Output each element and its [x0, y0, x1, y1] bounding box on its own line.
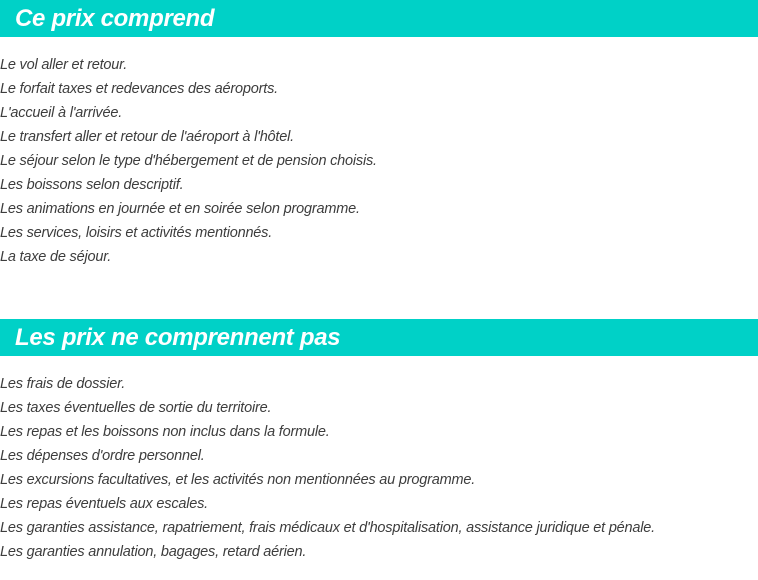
list-item: Les taxes éventuelles de sortie du territoire. [0, 400, 272, 416]
included-list [0, 53, 377, 269]
list-item: Les excursions facultatives, et les activités non mentionnées au programme. [0, 472, 476, 488]
excluded-title: Les prix ne comprennent pas [15, 324, 341, 351]
list-item: Le vol aller et retour. [0, 57, 128, 73]
list-item: Le séjour selon le type d'hébergement et de pension choisis. [0, 153, 377, 169]
list-item: L'accueil à l'arrivée. [0, 105, 123, 121]
list-item: Le forfait taxes et redevances des aéroports. [0, 81, 278, 97]
list-item: Les frais de dossier. [0, 376, 126, 392]
list-item: Les boissons selon descriptif. [0, 177, 184, 193]
list-item: La taxe de séjour. [0, 249, 112, 265]
included-title: Ce prix comprend [15, 5, 215, 32]
excluded-list [0, 372, 655, 564]
list-item: Les garanties annulation, bagages, retard aérien. [0, 544, 307, 560]
list-item: Les garanties assistance, rapatriement, frais médicaux et d'hospitalisation, assistance juridique et pénale. [0, 520, 655, 536]
list-item: Les repas éventuels aux escales. [0, 496, 209, 512]
list-item: Les repas et les boissons non inclus dans la formule. [0, 424, 330, 440]
included-section-header [0, 0, 758, 37]
list-item: Les animations en journée et en soirée selon programme. [0, 201, 360, 217]
list-item: Les dépenses d'ordre personnel. [0, 448, 205, 464]
excluded-section-header [0, 319, 758, 356]
list-item: Les services, loisirs et activités mentionnés. [0, 225, 273, 241]
list-item: Le transfert aller et retour de l'aéroport à l'hôtel. [0, 129, 294, 145]
